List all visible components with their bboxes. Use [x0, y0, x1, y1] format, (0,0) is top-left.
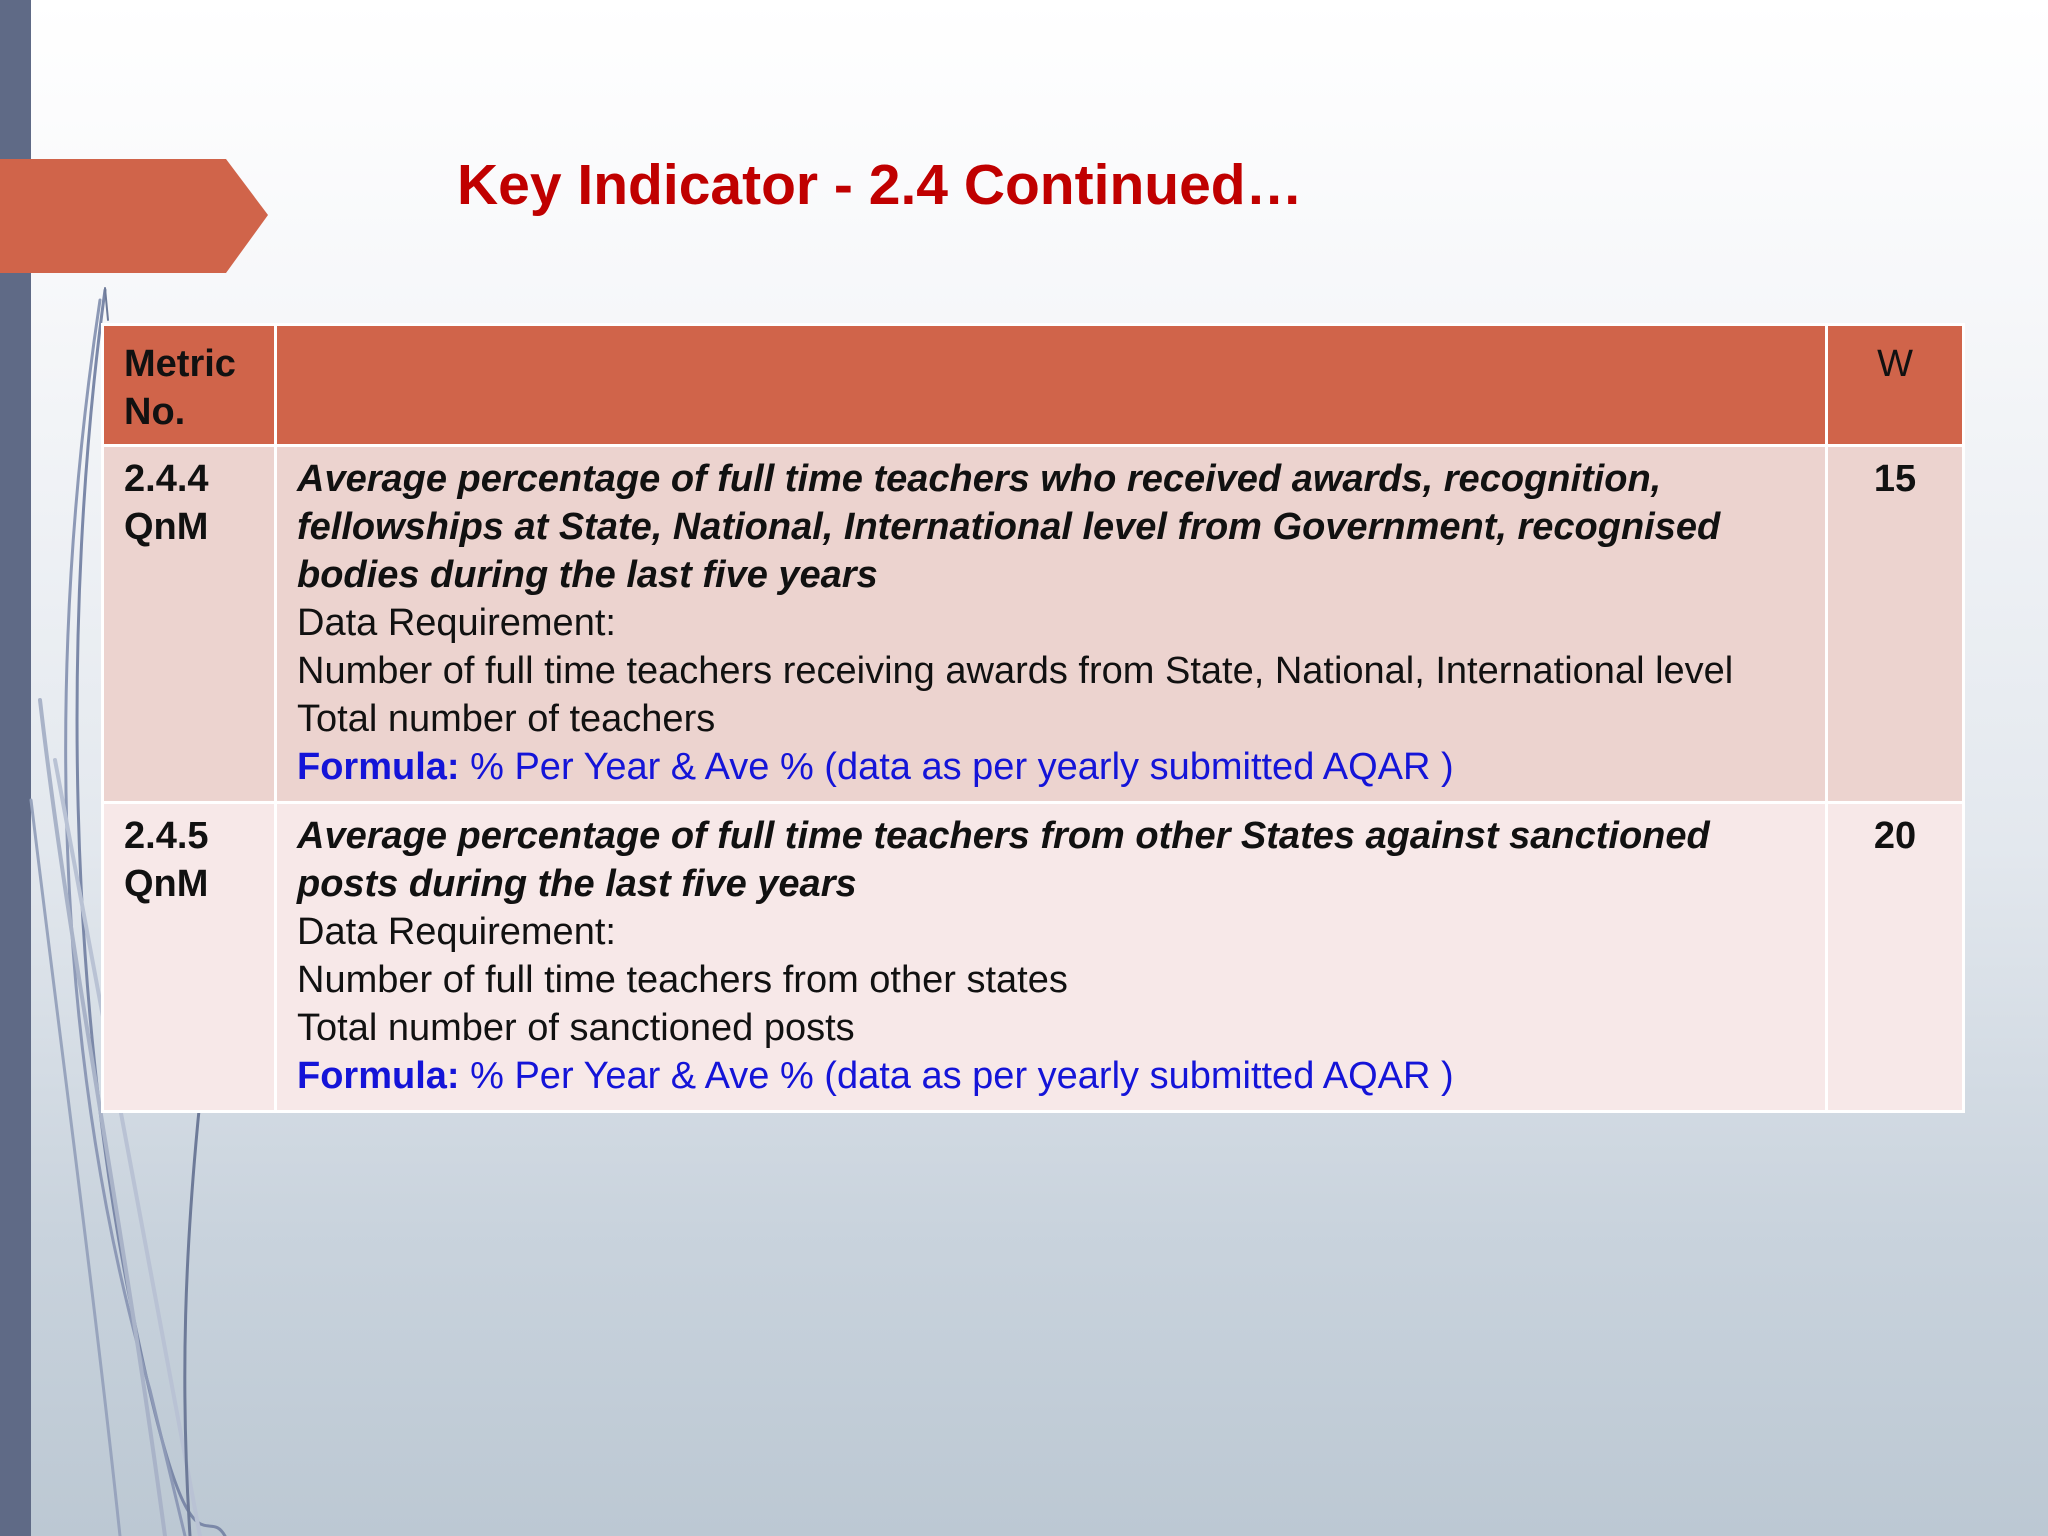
metric-details [276, 803, 1827, 1112]
metric-description: Average percentage of full time teachers who received awards, recognition, fellowships at State, National, International level from Government, recognised bodies during the last five years [297, 458, 1721, 596]
title-arrow-shape [0, 159, 270, 275]
slide-title: Key Indicator - 2.4 Continued… [457, 153, 1303, 217]
formula-label: Formula: [297, 746, 460, 788]
data-requirement-label: Data Requirement: [297, 602, 616, 644]
metric-description: Average percentage of full time teachers from other States against sanctioned posts during the last five years [297, 815, 1710, 905]
formula-text: % Per Year & Ave % (data as per yearly submitted AQAR ) [459, 746, 1454, 788]
metrics-table [101, 323, 1965, 1113]
header-weight: W [1827, 325, 1964, 446]
formula-text: % Per Year & Ave % (data as per yearly submitted AQAR ) [459, 1055, 1454, 1097]
formula-line [297, 1052, 1805, 1100]
metric-weight: 20 [1827, 803, 1964, 1112]
metric-weight: 15 [1827, 446, 1964, 803]
table-header-row [103, 325, 1964, 446]
metric-details [276, 446, 1827, 803]
requirement-item: Number of full time teachers receiving awards from State, National, International level [297, 650, 1734, 692]
metric-number: 2.4.4 QnM [103, 446, 276, 803]
data-requirement-label: Data Requirement: [297, 911, 616, 953]
header-metric-no-text: Metric No. [124, 343, 236, 433]
table-row [103, 446, 1964, 803]
table-row [103, 803, 1964, 1112]
metric-number: 2.4.5 QnM [103, 803, 276, 1112]
header-description [276, 325, 1827, 446]
requirement-item: Total number of sanctioned posts [297, 1007, 855, 1049]
requirement-item: Number of full time teachers from other states [297, 959, 1068, 1001]
formula-line [297, 743, 1805, 791]
header-metric-no [103, 325, 276, 446]
formula-label: Formula: [297, 1055, 460, 1097]
requirement-item: Total number of teachers [297, 698, 716, 740]
